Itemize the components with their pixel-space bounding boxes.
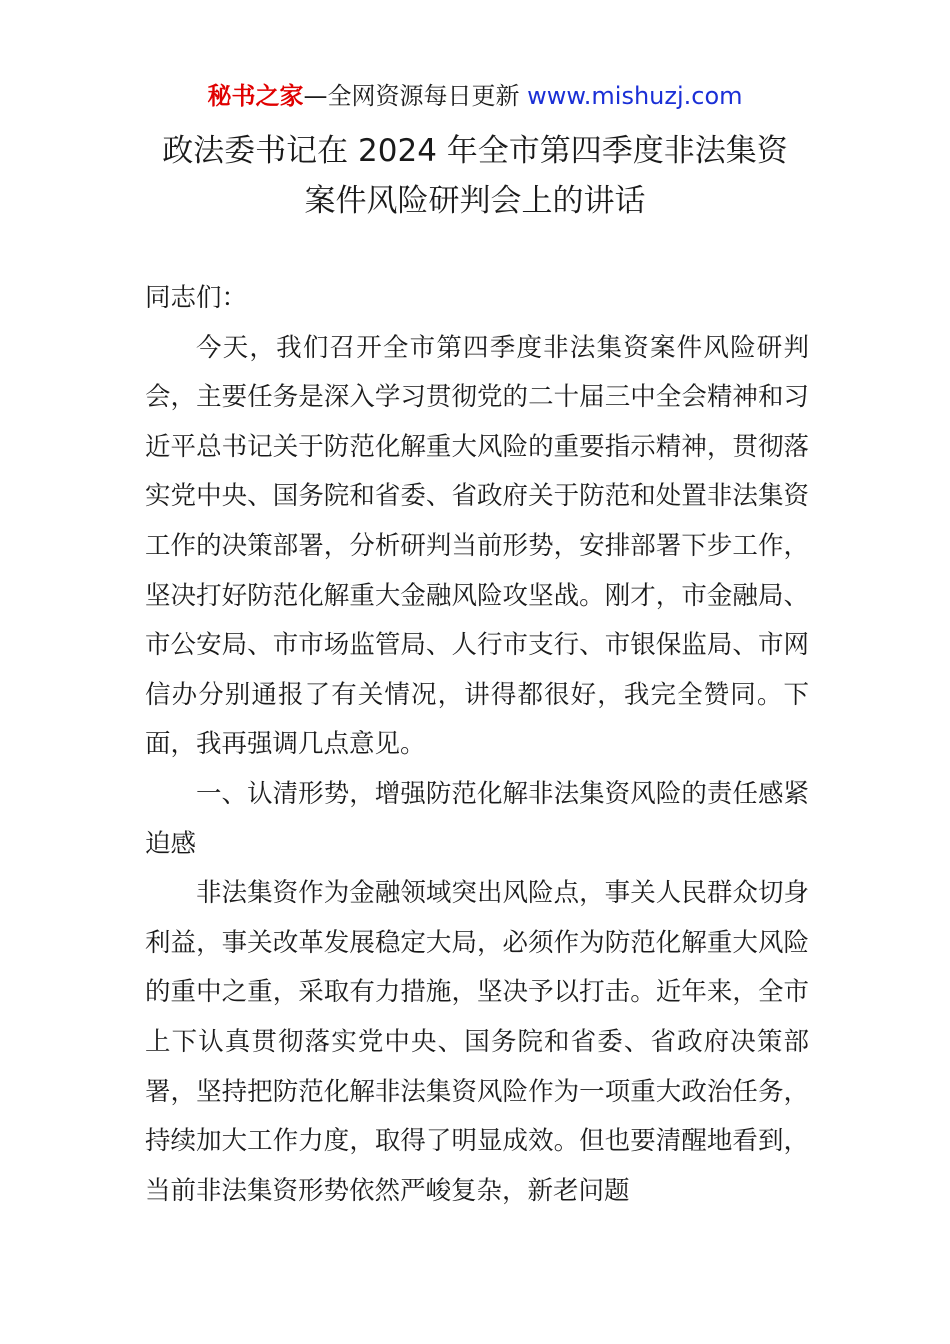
paragraph-intro: 今天，我们召开全市第四季度非法集资案件风险研判会，主要任务是深入学习贯彻党的二十届三中全会精神和习近平总书记关于防范化解重大风险的重要指示精神，贯彻落实党中央、国务院和省委、省政府关于防范和处置非法集资工作的决策部署，分析研判当前形势，安排部署下步工作，坚决打好防范化解重大金融风险攻坚战。刚才，市金融局、市公安局、市市场监管局、人行市支行、市银保监局、市网信办分别通报了有关情况，讲得都很好，我完全赞同。下面，我再强调几点意见。	[145, 332, 809, 760]
section-heading-1: 一、认清形势，增强防范化解非法集资风险的责任感紧迫感	[145, 778, 809, 859]
document-title	[0, 126, 950, 226]
brand-name: 秘书之家	[207, 82, 304, 110]
document-body	[145, 274, 809, 1216]
title-line-1: 政法委书记在 2024 年全市第四季度非法集资	[162, 133, 788, 169]
site-link[interactable]: www.mishuzj.com	[527, 82, 743, 110]
site-header	[0, 80, 950, 112]
salutation: 同志们：	[145, 283, 248, 313]
header-tagline: —全网资源每日更新	[303, 82, 528, 110]
paragraph-section-1: 非法集资作为金融领域突出风险点，事关人民群众切身利益，事关改革发展稳定大局，必须作为防范化解重大风险的重中之重，采取有力措施，坚决予以打击。近年来，全市上下认真贯彻落实党中央、国务院和省委、省政府决策部署，坚持把防范化解非法集资风险作为一项重大政治任务，持续加大工作力度，取得了明显成效。但也要清醒地看到，当前非法集资形势依然严峻复杂，新老问题	[145, 878, 809, 1206]
title-line-2: 案件风险研判会上的讲话	[304, 183, 646, 219]
